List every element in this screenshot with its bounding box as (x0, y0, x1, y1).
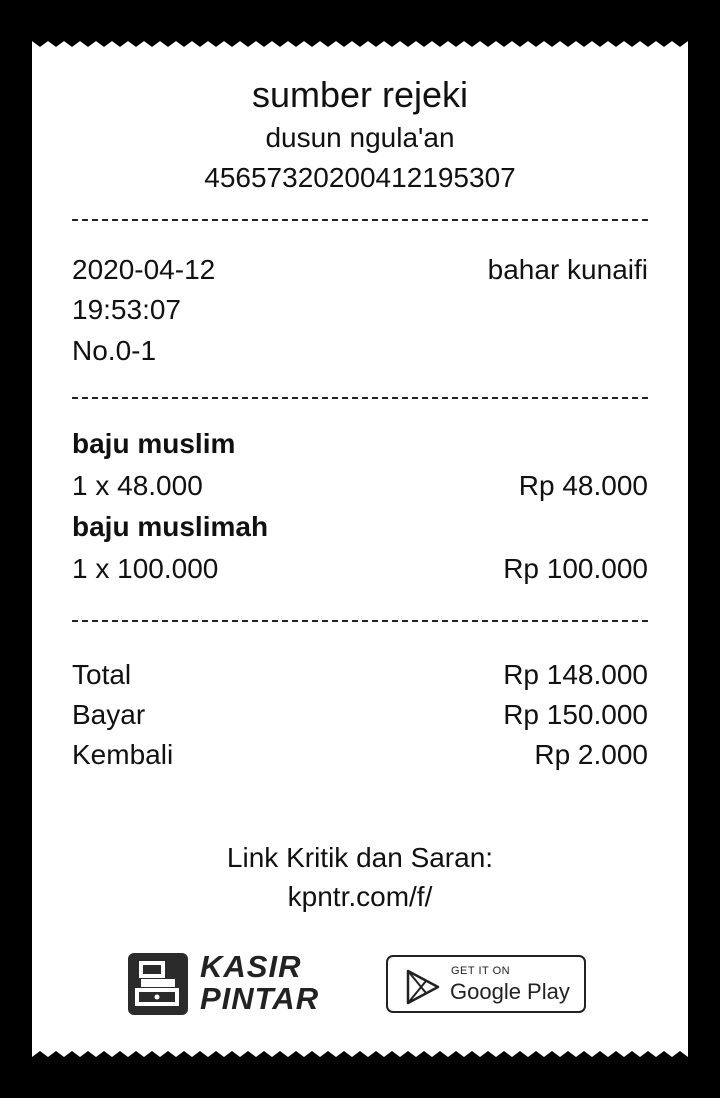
item-name-text: baju muslimah (72, 511, 269, 542)
brand-text (200, 951, 319, 1015)
feedback-label: Link Kritik dan Saran: (226, 842, 494, 873)
google-play-badge[interactable] (386, 955, 586, 1013)
badge-small-text: GET IT ON (451, 965, 511, 977)
receipt-top-edge (32, 35, 688, 49)
change-value: Rp 2.000 (534, 739, 648, 770)
store-id: 45657320200412195307 (204, 162, 516, 193)
store-name: sumber rejeki (251, 74, 469, 115)
receipt-number: No.0-1 (72, 335, 157, 366)
divider (72, 397, 648, 399)
brand-line-1: KASIR (200, 949, 302, 984)
store-address: dusun ngula'an (265, 122, 455, 153)
receipt (32, 36, 688, 1062)
item-name-text: baju muslim (72, 428, 236, 459)
cashier-name: bahar kunaifi (487, 254, 648, 285)
receipt-bottom-edge (32, 1049, 688, 1063)
item-subtotal: Rp 100.000 (503, 553, 648, 584)
item-qty-price: 1 x 48.000 (72, 470, 203, 501)
change-label: Kembali (72, 739, 174, 770)
item-qty-price: 1 x 100.000 (72, 553, 219, 584)
divider (72, 620, 648, 622)
receipt-date: 2020-04-12 (72, 254, 216, 285)
feedback-url[interactable]: kpntr.com/f/ (287, 881, 433, 912)
divider (72, 219, 648, 221)
cash-register-icon (128, 953, 188, 1015)
item-subtotal: Rp 48.000 (518, 470, 648, 501)
kasir-pintar-logo (128, 949, 338, 1019)
paid-label: Bayar (72, 699, 146, 730)
badge-big-text: Google Play (450, 979, 570, 1004)
paid-value: Rp 150.000 (503, 699, 648, 730)
receipt-time: 19:53:07 (72, 294, 181, 325)
brand-line-2: PINTAR (200, 981, 320, 1016)
total-value: Rp 148.000 (503, 659, 648, 690)
google-play-icon (404, 969, 440, 1005)
total-label: Total (72, 659, 132, 690)
